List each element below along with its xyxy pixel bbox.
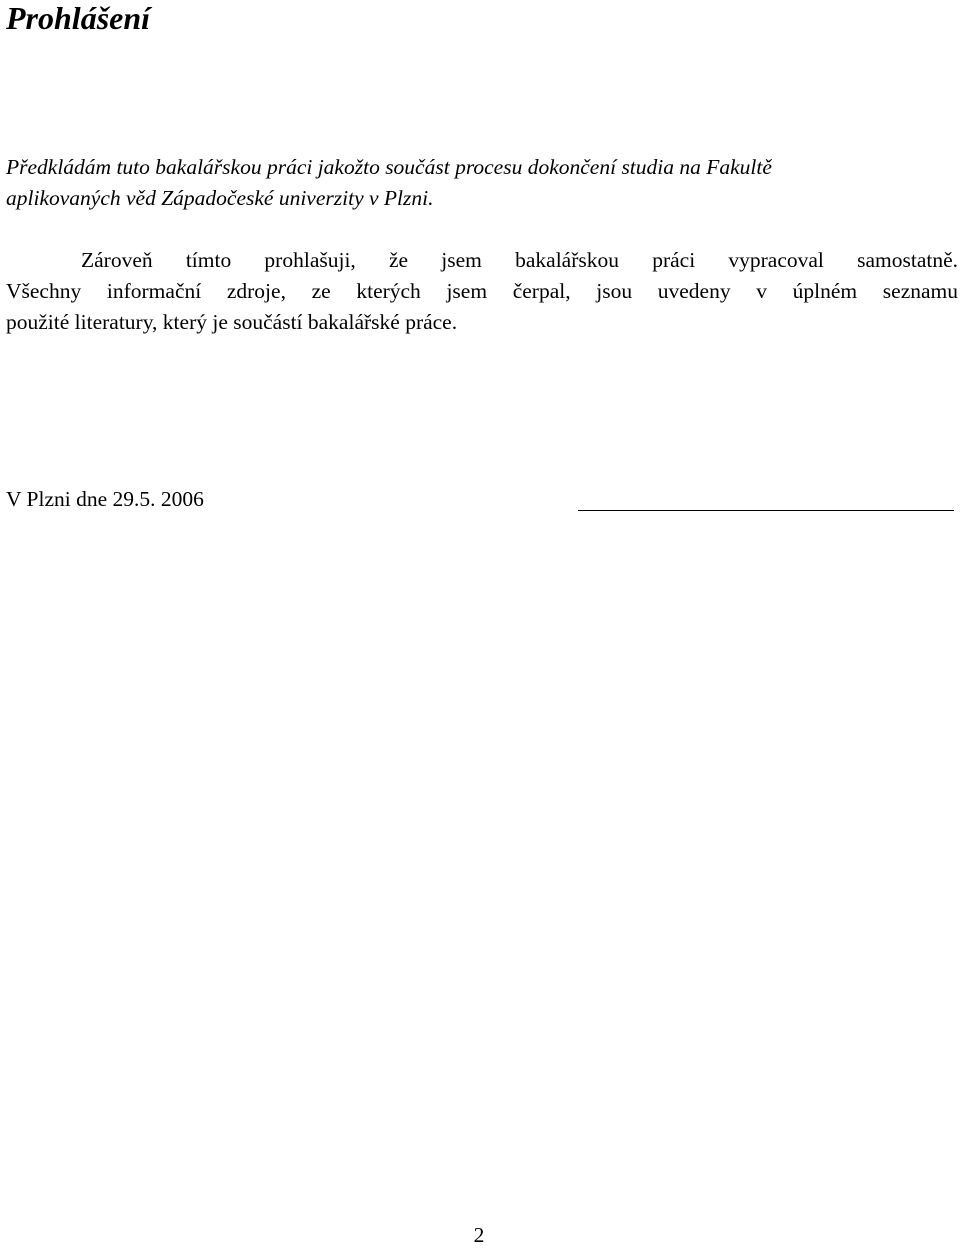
place-date: V Plzni dne 29.5. 2006 <box>6 487 204 511</box>
intro-line-2: aplikovaných věd Západočeské univerzity v Plzni. <box>6 186 434 210</box>
declaration-line-1: Zároveň tímto prohlašuji, že jsem bakalářskou práci vypracoval samostatně. <box>81 248 958 272</box>
intro-line-1: Předkládám tuto bakalářskou práci jakožto součást procesu dokončení studia na Fakultě <box>6 155 772 179</box>
page-title: Prohlášení <box>6 0 151 36</box>
page-number: 2 <box>473 1223 485 1247</box>
intro-paragraph <box>6 152 958 214</box>
declaration-paragraph <box>6 245 958 338</box>
declaration-line-3: použité literatury, který je součástí bakalářské práce. <box>6 310 458 334</box>
declaration-line-2: Všechny informační zdroje, ze kterých jsem čerpal, jsou uvedeny v úplném seznamu <box>6 279 958 303</box>
signature-line <box>578 510 954 511</box>
